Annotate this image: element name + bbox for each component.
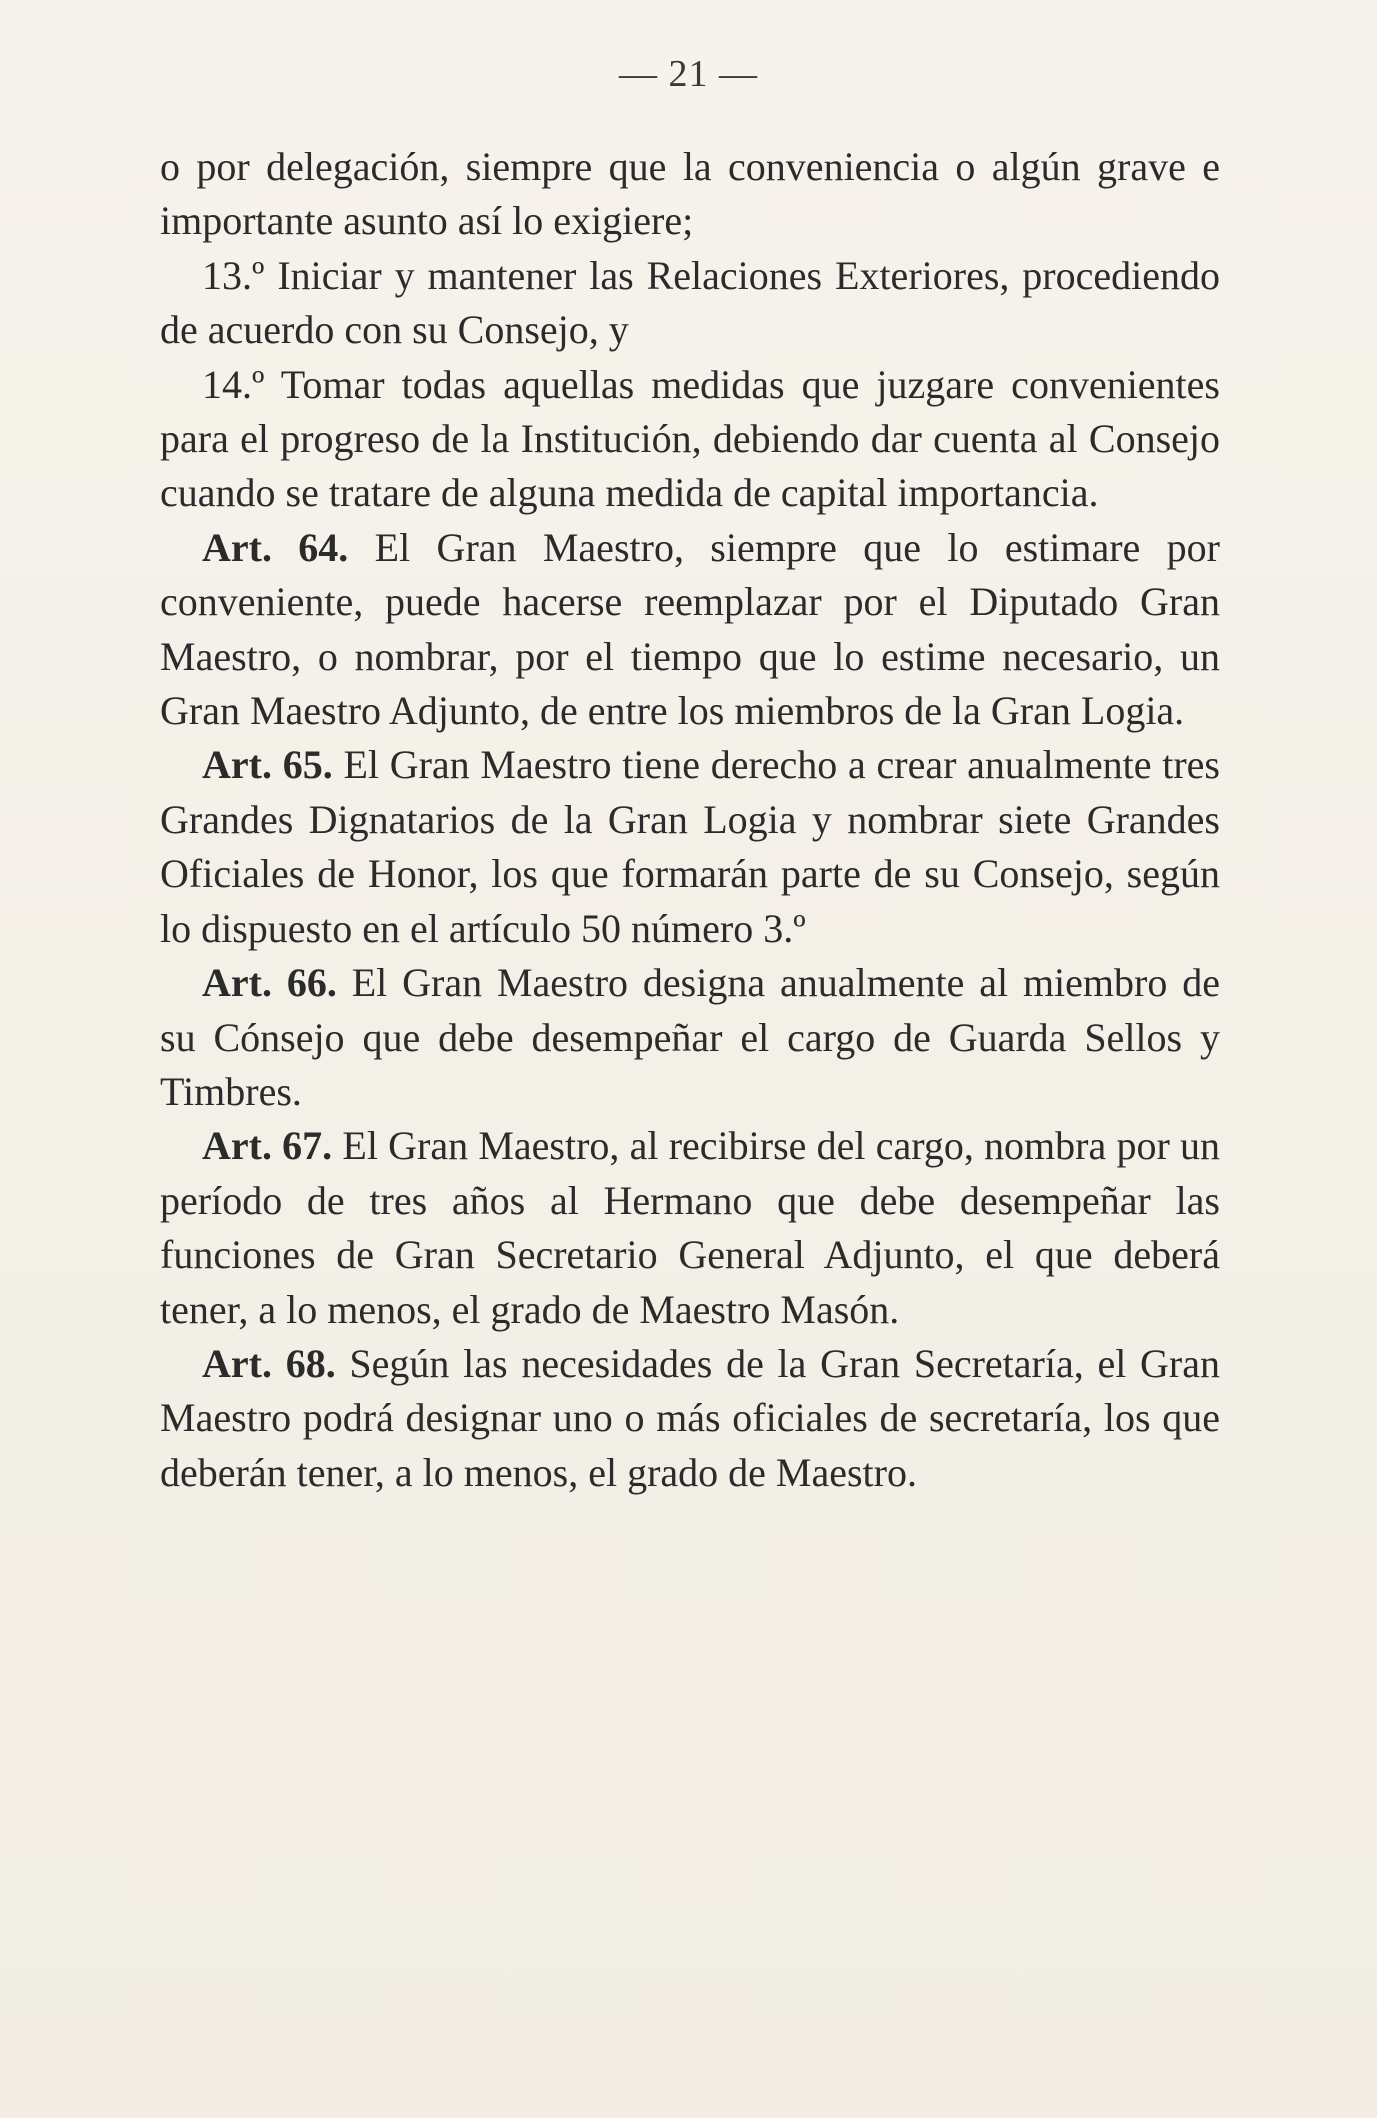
paragraph-text: 13.º Iniciar y mantener las Relaciones Exteriores, procediendo de acuerdo con su Consejo, y — [160, 252, 1220, 353]
article-text: El Gran Maestro, siempre que lo estimare por conveniente, puede hacerse reemplazar por el Diputado Gran Maestro, o nombrar, por el tiempo que lo estime necesario, un Gran Maestro Adjunto, de entre los miembros de la Gran Logia. — [160, 524, 1220, 734]
article-68 — [160, 1337, 1220, 1500]
body-text — [160, 140, 1220, 1500]
article-64 — [160, 521, 1220, 739]
article-text: El Gran Maestro designa anualmente al miembro de su Cónsejo que debe desempeñar el cargo de Guarda Sellos y Timbres. — [160, 960, 1220, 1114]
paragraph — [160, 140, 1220, 249]
page-number: — 21 — — [619, 53, 758, 95]
paragraph-text: 14.º Tomar todas aquellas medidas que juzgare convenientes para el progreso de la Institución, debiendo dar cuenta al Consejo cuando se tratare de alguna medida de capital importancia. — [160, 361, 1220, 516]
article-text: El Gran Maestro, al recibirse del cargo, nombra por un período de tres años al Hermano que debe desempeñar las funciones de Gran Secretario General Adjunto, el que deberá tener, a lo menos, el grado de Maestro Masón. — [160, 1123, 1220, 1332]
article-label: Art. 64. — [202, 524, 349, 570]
article-text: Según las necesidades de la Gran Secretaría, el Gran Maestro podrá designar uno o más oficiales de secretaría, los que deberán tener, a lo menos, el grado de Maestro. — [160, 1340, 1220, 1495]
article-text: El Gran Maestro tiene derecho a crear anualmente tres Grandes Dignatarios de la Gran Logia y nombrar siete Grandes Oficiales de Honor, los que formarán parte de su Consejo, según lo dispuesto en el artículo 50 número 3.º — [160, 742, 1220, 951]
article-label: Art. 66. — [202, 960, 337, 1006]
article-label: Art. 68. — [202, 1340, 336, 1386]
article-67 — [160, 1119, 1220, 1337]
article-label: Art. 67. — [202, 1123, 333, 1169]
paragraph — [160, 358, 1220, 521]
paragraph — [160, 249, 1220, 358]
article-65 — [160, 738, 1220, 956]
article-66 — [160, 956, 1220, 1119]
paragraph-text: o por delegación, siempre que la conveniencia o algún grave e importante asunto así lo exigiere; — [160, 144, 1220, 244]
article-label: Art. 65. — [202, 742, 333, 788]
